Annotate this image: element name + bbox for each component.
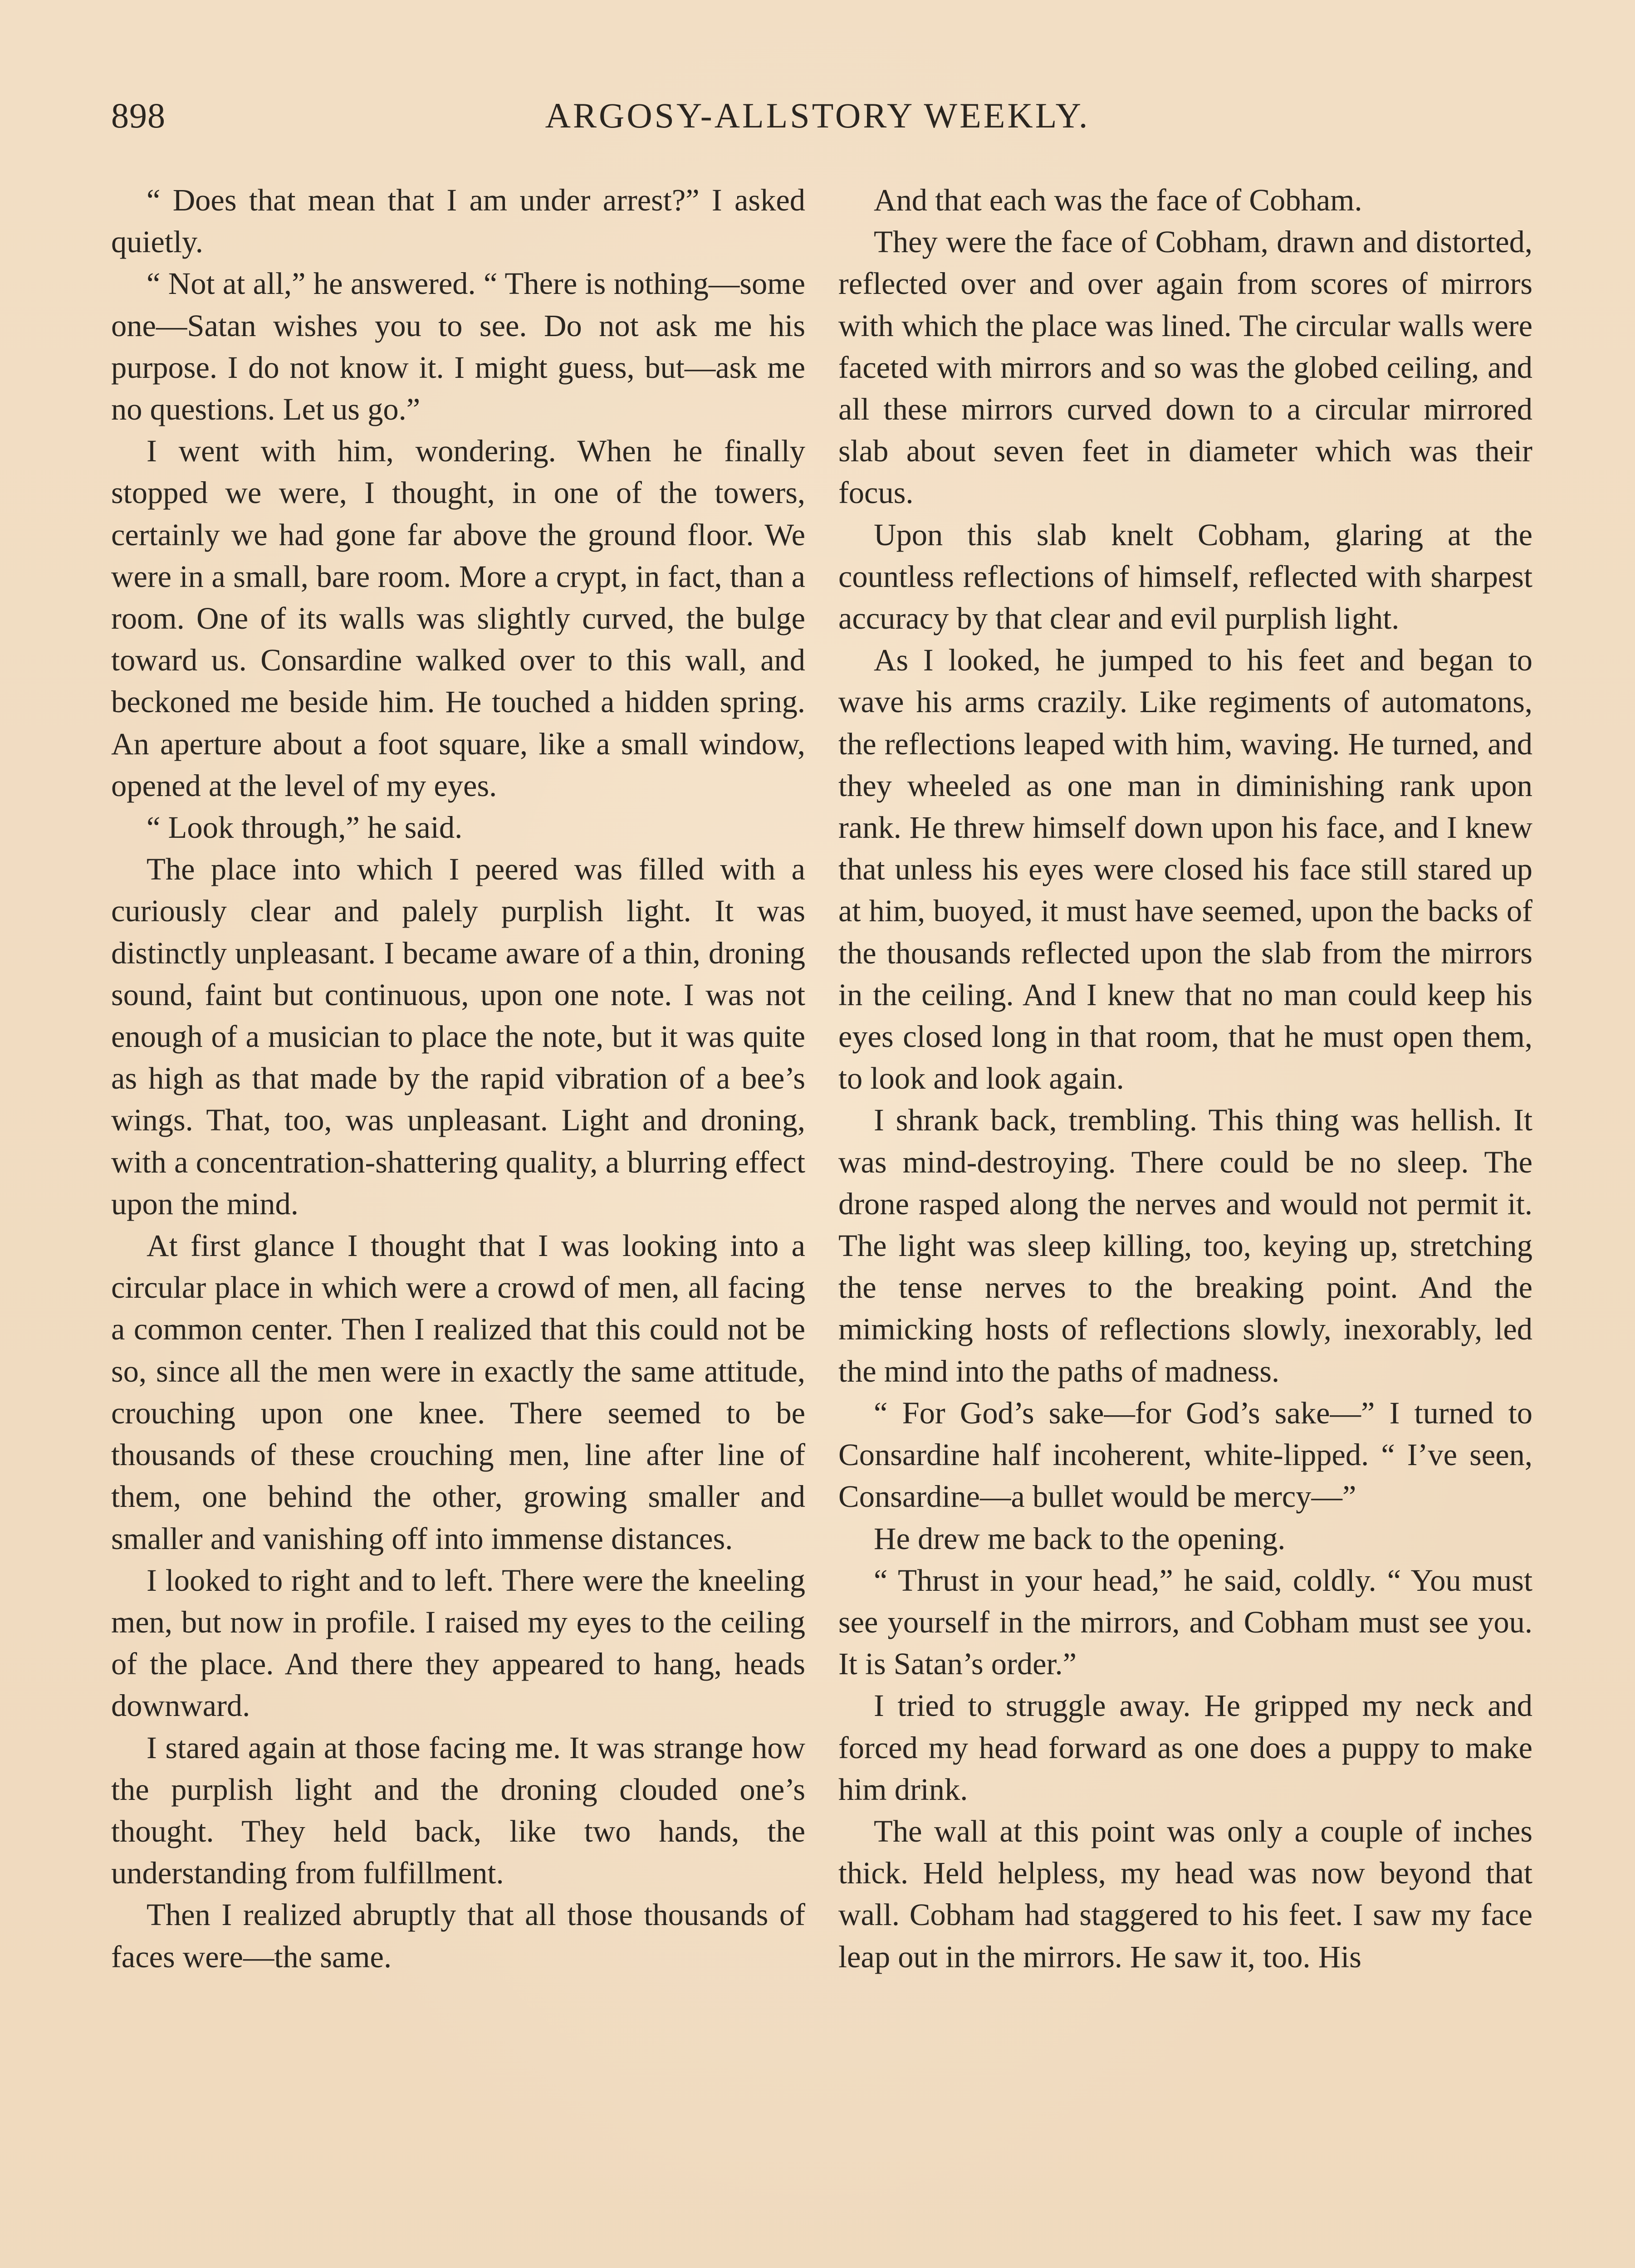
- running-head: ARGOSY-ALLSTORY WEEKLY.: [545, 96, 1090, 135]
- paragraph: The wall at this point was only a couple of inches thick. Held helpless, my head was now beyond that wall. Cobham had staggered to his feet. I saw my face leap out in the mirrors. He saw it, too. His: [838, 1813, 1532, 1974]
- paragraph: Then I realized abruptly that all those thousands of faces were—the same.: [111, 1897, 805, 1974]
- paragraph: At first glance I thought that I was looking into a circular place in which were a crowd of men, all facing a common center. Then I realized that this could not be so, since all the men were in exactly the same attitude, crouching upon one knee. There seemed to be thousands of these crouching men, line after line of them, one behind the other, growing smaller and smaller and vanishing off into immense distances.: [111, 1228, 805, 1556]
- page-header: [111, 93, 1524, 147]
- paragraph: They were the face of Cobham, drawn and distorted, reflected over and over again from scores of mirrors with which the place was lined. The circular walls were faceted with mirrors and so was the globed ceiling, and all these mirrors curved down to a circular mirrored slab about seven feet in diameter which was their focus.: [838, 225, 1532, 510]
- paragraph: And that each was the face of Cobham.: [874, 183, 1362, 217]
- paragraph: I stared again at those facing me. It was strange how the purplish light and the droning clouded one’s thought. They held back, like two hands, the understanding from fulfillment.: [111, 1730, 805, 1891]
- paragraph: He drew me back to the opening.: [874, 1521, 1286, 1556]
- paragraph: The place into which I peered was filled with a curiously clear and palely purplish light. It was distinctly unpleasant. I became aware of a thin, droning sound, faint but continuous, upon one note. I was not enough of a musician to place the note, but it was quite as high as that made by the rapid vibration of a bee’s wings. That, too, was unpleasant. Light and droning, with a concentration-shattering quality, a blurring effect upon the mind.: [111, 852, 805, 1221]
- paragraph: “ Not at all,” he answered. “ There is nothing—some one—Satan wishes you to see. Do not ask me his purpose. I do not know it. I might guess, but—ask me no questions. Let us go.”: [111, 266, 805, 427]
- right-text-column: [838, 179, 1532, 1978]
- paragraph: “ Does that mean that I am under arrest?” I asked quietly.: [111, 183, 805, 259]
- paragraph: “ For God’s sake—for God’s sake—” I turned to Consardine half incoherent, white-lipped. “ I’ve seen, Consardine—a bullet would be mercy—”: [838, 1395, 1532, 1514]
- paragraph: “ Look through,” he said.: [147, 810, 463, 845]
- left-text-column: [111, 179, 805, 1978]
- paragraph: I tried to struggle away. He gripped my neck and forced my head forward as one does a puppy to make him drink.: [838, 1688, 1532, 1807]
- paragraph: I shrank back, trembling. This thing was hellish. It was mind-destroying. There could be no sleep. The drone rasped along the nerves and would not permit it. The light was sleep killing, too, keying up, stretching the tense nerves to the breaking point. And the mimicking hosts of reflections slowly, inexorably, led the mind into the paths of madness.: [838, 1103, 1532, 1388]
- page-number: 898: [111, 96, 166, 135]
- paragraph: “ Thrust in your head,” he said, coldly. “ You must see yourself in the mirrors, and Cobham must see you. It is Satan’s order.”: [838, 1563, 1532, 1681]
- paragraph: I looked to right and to left. There were the kneeling men, but now in profile. I raised my eyes to the ceiling of the place. And there they appeared to hang, heads downward.: [111, 1563, 805, 1723]
- paragraph: Upon this slab knelt Cobham, glaring at the countless reflections of himself, reflected with sharpest accuracy by that clear and evil purplish light.: [838, 517, 1532, 636]
- paragraph: As I looked, he jumped to his feet and began to wave his arms crazily. Like regiments of automatons, the reflections leaped with him, waving. He turned, and they wheeled as one man in diminishing rank upon rank. He threw himself down upon his face, and I knew that unless his eyes were closed his face still stared up at him, buoyed, it must have seemed, upon the backs of the thousands reflected upon the slab from the mirrors in the ceiling. And I knew that no man could keep his eyes closed long in that room, that he must open them, to look and look again.: [838, 643, 1532, 1096]
- paragraph: I went with him, wondering. When he finally stopped we were, I thought, in one of the towers, certainly we had gone far above the ground floor. We were in a small, bare room. More a crypt, in fact, than a room. One of its walls was slightly curved, the bulge toward us. Consardine walked over to this wall, and beckoned me beside him. He touched a hidden spring. An aperture about a foot square, like a small window, opened at the level of my eyes.: [111, 434, 805, 803]
